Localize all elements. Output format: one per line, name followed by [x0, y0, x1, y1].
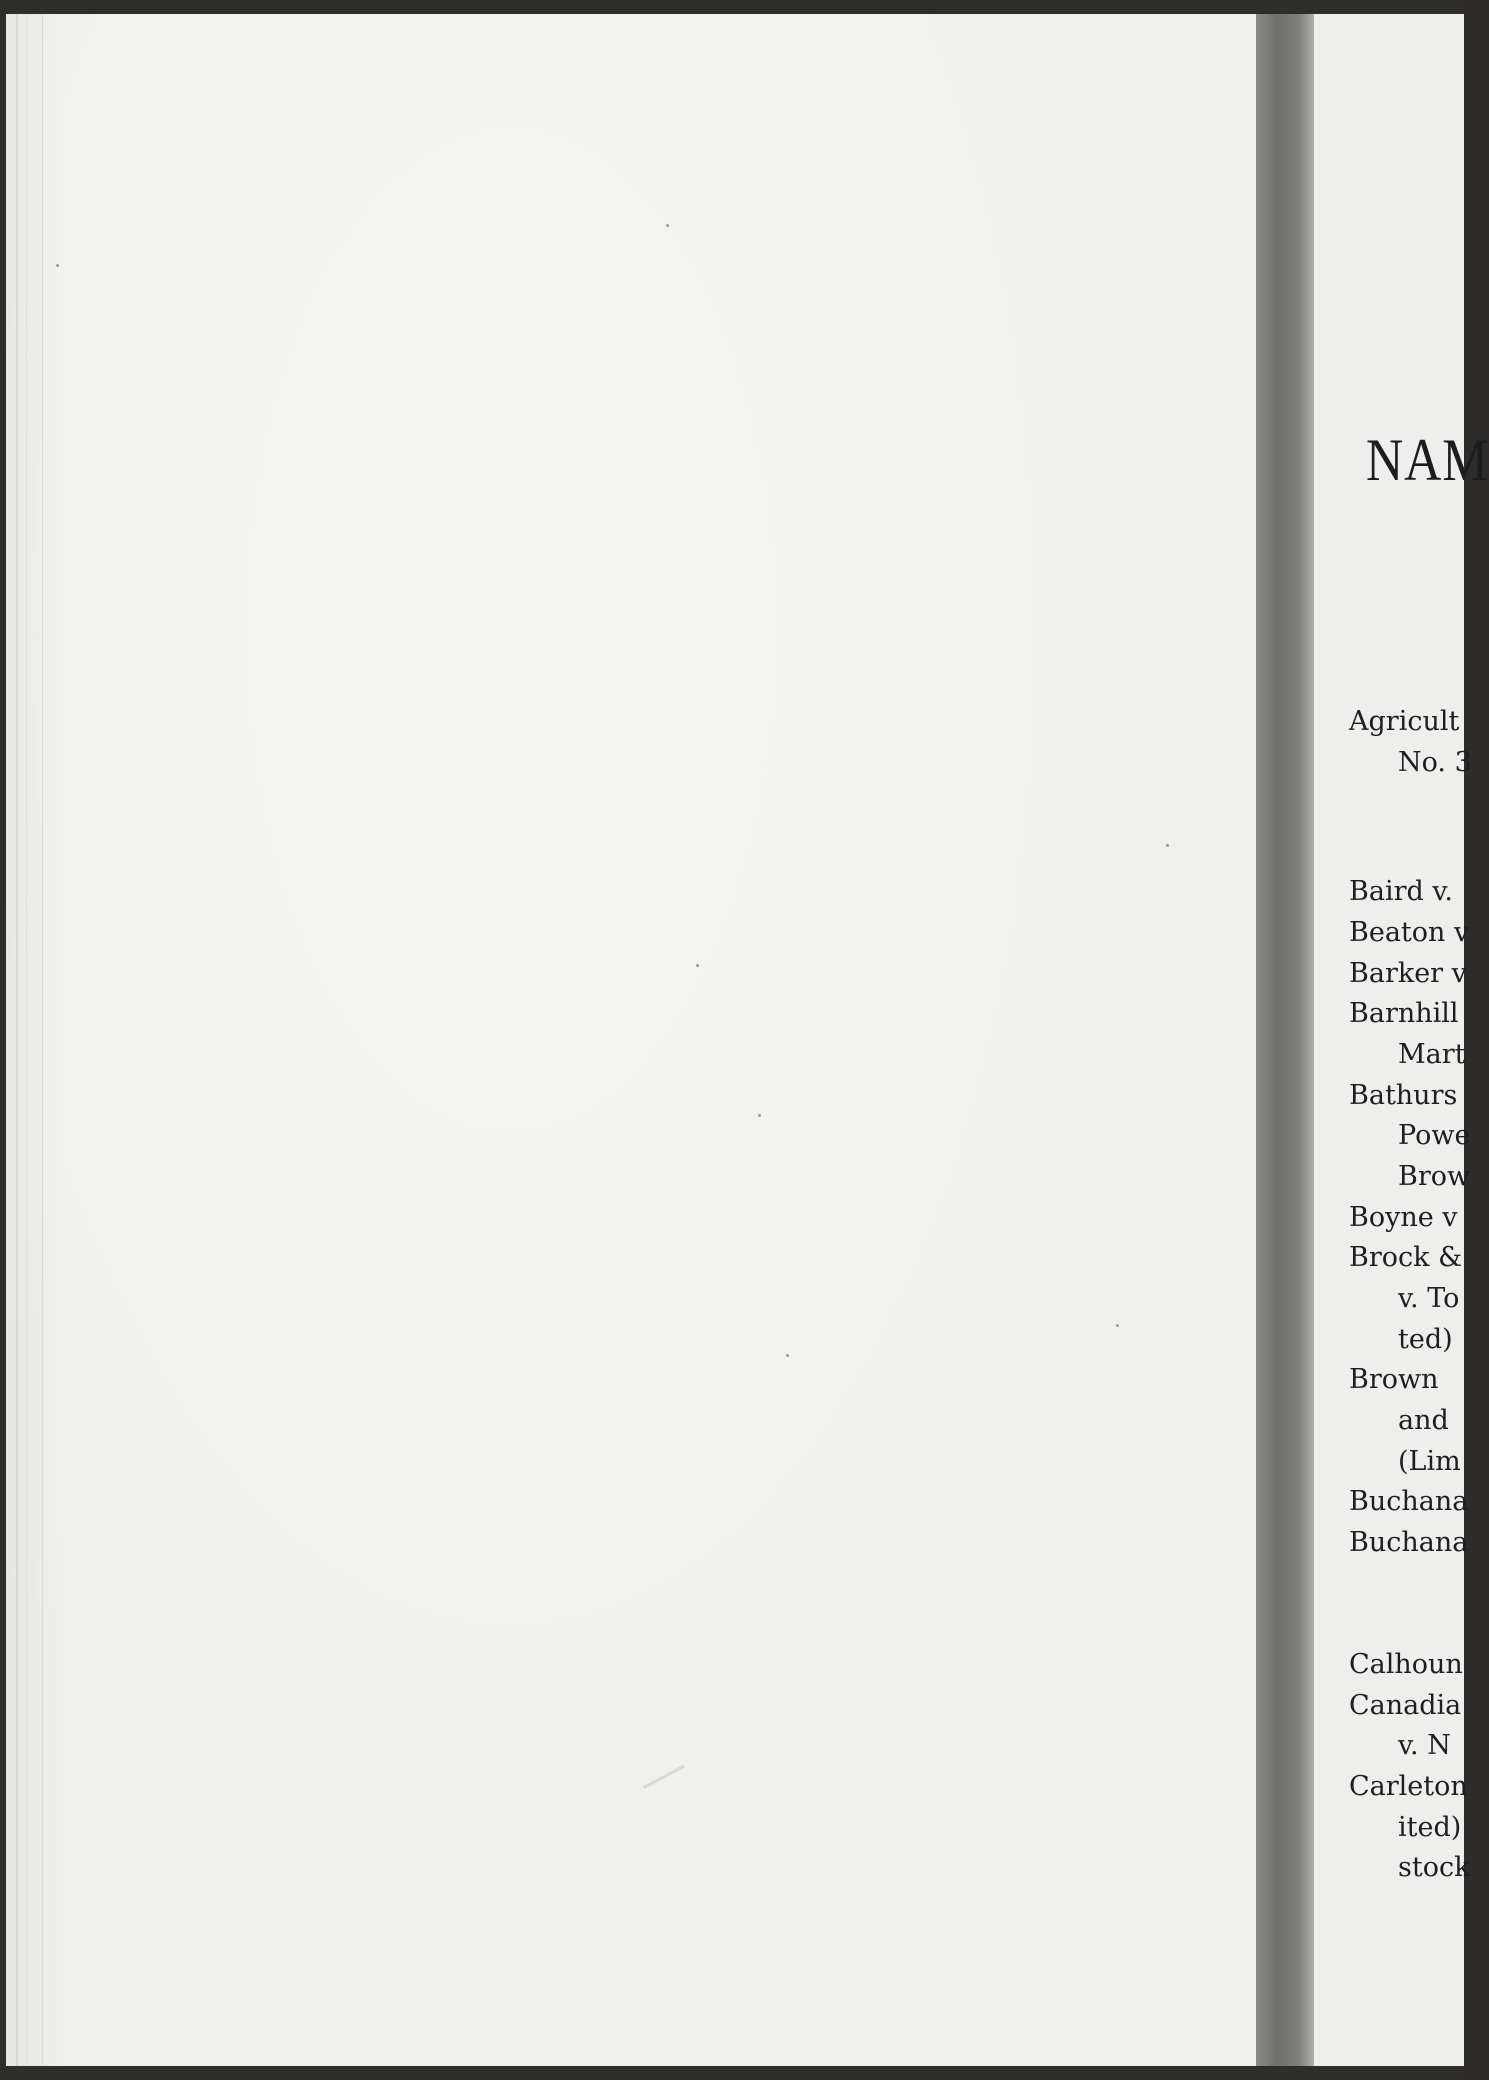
index-entry: Canadia — [1349, 1690, 1462, 1721]
index-entry: Powe — [1398, 1120, 1471, 1151]
index-entry: Barnhill — [1349, 998, 1459, 1029]
index-entry: Mart — [1398, 1039, 1466, 1070]
left-blank-page — [6, 14, 1268, 2066]
index-entry: stock — [1398, 1852, 1471, 1883]
index-entry: v. N — [1398, 1730, 1451, 1761]
index-entry: No. 3 — [1398, 747, 1472, 778]
index-entry: Bathurs — [1349, 1080, 1458, 1111]
index-entry: Boyne v — [1349, 1202, 1458, 1233]
paper-mark — [643, 1765, 695, 1809]
paper-speck — [56, 264, 59, 267]
index-entry: Brow — [1398, 1161, 1471, 1192]
index-entry: and — [1398, 1405, 1449, 1436]
index-entry: Beaton v — [1349, 917, 1470, 948]
index-entry: Carleton — [1349, 1771, 1468, 1802]
paper-speck — [696, 964, 699, 967]
paper-speck — [1116, 1324, 1119, 1327]
paper-speck — [786, 1354, 789, 1357]
paper-speck — [758, 1114, 761, 1117]
index-entry: ted) — [1398, 1324, 1453, 1355]
index-entry: (Lim — [1398, 1446, 1461, 1477]
index-entry: Buchana — [1349, 1486, 1469, 1517]
right-index-page — [1314, 14, 1489, 2066]
index-entry: Baird v. — [1349, 876, 1453, 907]
paper-speck — [1166, 844, 1169, 847]
page-edge-lines — [16, 14, 43, 2066]
index-entry: Brown — [1349, 1364, 1439, 1395]
book-gutter — [1256, 14, 1316, 2066]
index-entry: Buchana — [1349, 1527, 1469, 1558]
index-entry: Calhoun — [1349, 1649, 1463, 1680]
page-heading: NAM — [1366, 427, 1489, 493]
index-entry: ited) — [1398, 1812, 1462, 1843]
index-entry: v. To — [1398, 1283, 1460, 1314]
index-entry: Barker v — [1349, 958, 1467, 989]
index-entry: Agricult — [1349, 706, 1460, 737]
index-entry: Brock & — [1349, 1242, 1463, 1273]
paper-speck — [666, 224, 669, 227]
